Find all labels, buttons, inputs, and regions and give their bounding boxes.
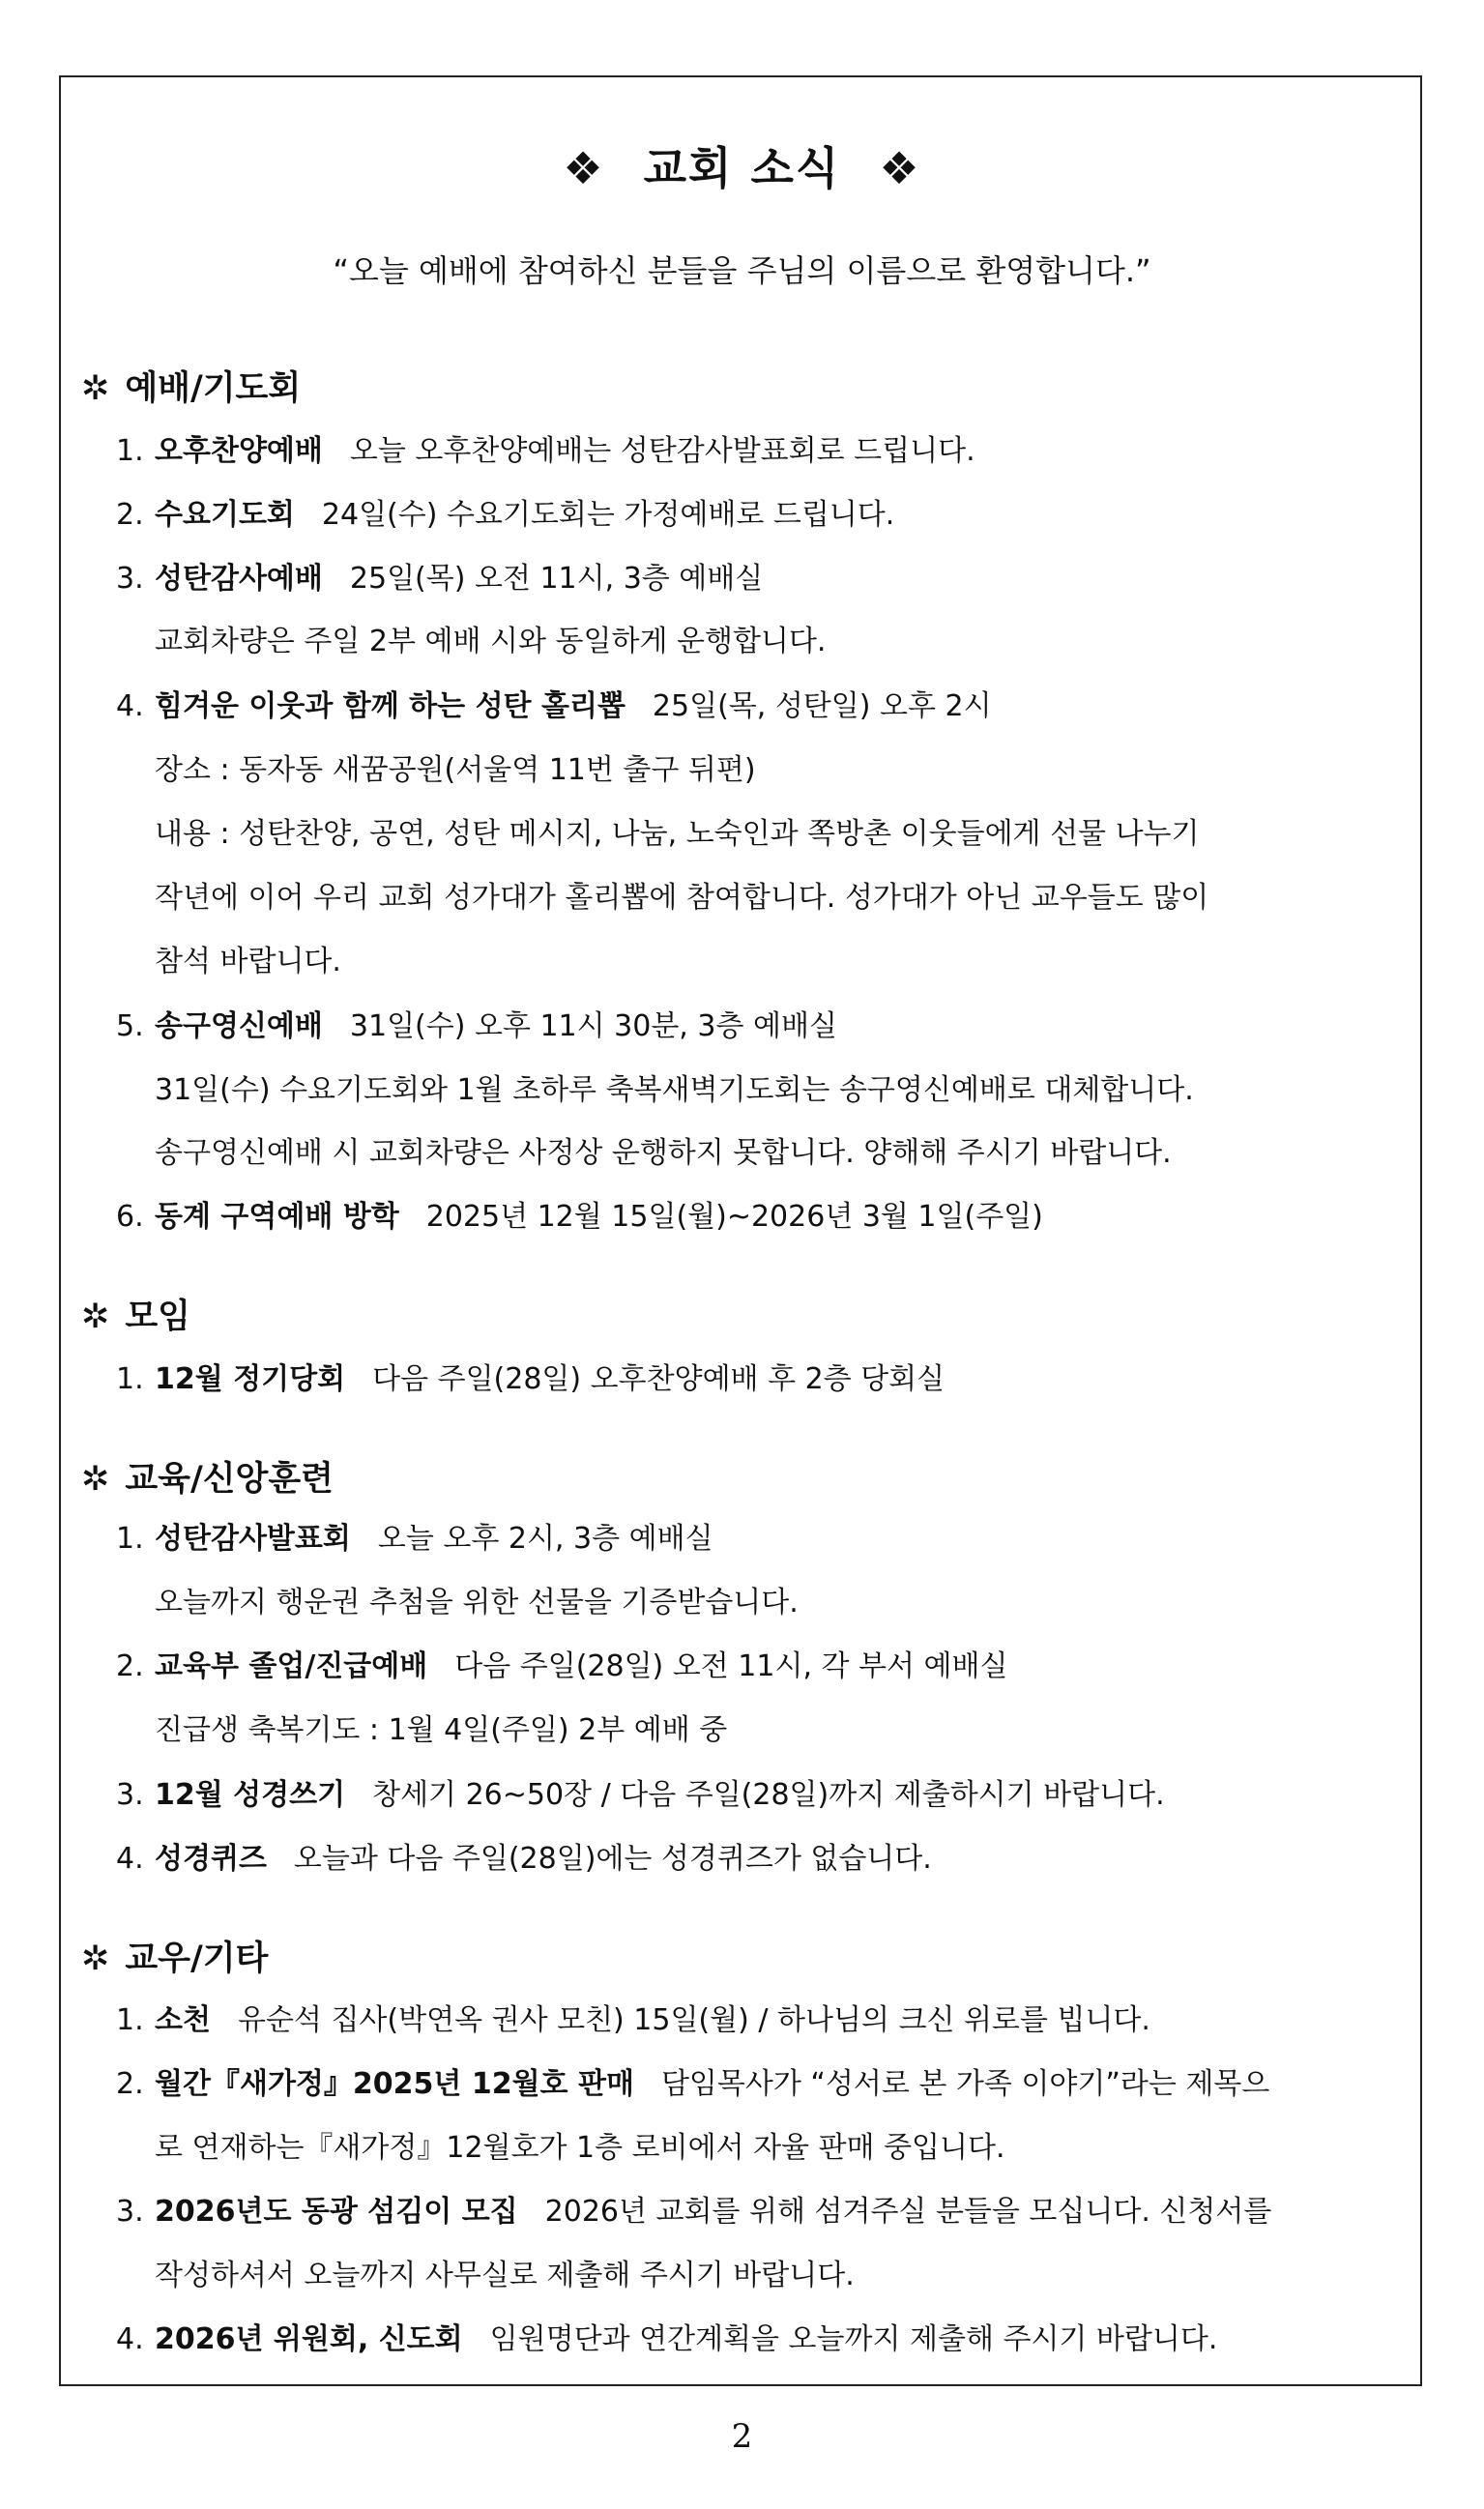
list-item [116, 490, 894, 533]
section-heading-meeting [81, 1290, 190, 1338]
item-number: 4. [116, 2322, 144, 2356]
item-number: 1. [116, 1362, 144, 1396]
item-text: 다음 주일(28일) 오후찬양예배 후 2층 당회실 [372, 1362, 946, 1396]
item-title: 동계 구역예배 방학 [155, 1200, 399, 1234]
page-number: 2 [731, 2417, 753, 2456]
list-item [116, 1514, 713, 1557]
section-heading-members [81, 1932, 268, 1980]
list-item [116, 426, 975, 469]
item-number: 2. [116, 498, 144, 532]
asterisk-icon: ✲ [81, 1298, 110, 1336]
section-heading-text: 예배/기도회 [125, 369, 302, 408]
item-number: 3. [116, 562, 144, 596]
list-item [116, 554, 763, 597]
item-title: 성경퀴즈 [155, 1842, 267, 1876]
item-text: 오늘 오후찬양예배는 성탄감사발표회로 드립니다. [349, 434, 975, 468]
item-number: 1. [116, 434, 144, 468]
item-title: 성탄감사발표회 [155, 1522, 351, 1556]
item-title: 2026년도 동광 섬김이 모집 [155, 2195, 518, 2229]
item-title: 소천 [155, 2003, 211, 2037]
item-detail: 진급생 축복기도 : 1월 4일(주일) 2부 예배 중 [155, 1713, 728, 1747]
item-number: 6. [116, 1200, 144, 1234]
item-text: 31일(수) 오후 11시 30분, 3층 예배실 [349, 1009, 837, 1043]
item-detail: 송구영신예배 시 교회차량은 사정상 운행하지 못합니다. 양해해 주시기 바랍니다. [155, 1136, 1172, 1170]
item-detail: 31일(수) 수요기도회와 1월 초하루 축복새벽기도회는 송구영신예배로 대체합니다. [155, 1073, 1194, 1107]
list-item [116, 1192, 1043, 1235]
item-number: 2. [116, 2067, 144, 2101]
item-number: 1. [116, 1522, 144, 1556]
item-number: 2. [116, 1649, 144, 1683]
item-detail: 내용 : 성탄찬양, 공연, 성탄 메시지, 나눔, 노숙인과 쪽방촌 이웃들에게 선물 나누기 [155, 817, 1200, 851]
item-text: 임원명단과 연간계획을 오늘까지 제출해 주시기 바랍니다. [489, 2322, 1218, 2356]
item-number: 4. [116, 689, 144, 723]
item-detail: 장소 : 동자동 새꿈공원(서울역 11번 출구 뒤편) [155, 753, 756, 787]
item-text: 다음 주일(28일) 오전 11시, 각 부서 예배실 [454, 1649, 1008, 1683]
item-title: 수요기도회 [155, 498, 295, 532]
item-detail: 교회차량은 주일 2부 예배 시와 동일하게 운행합니다. [155, 625, 827, 658]
item-detail: 오늘까지 행운권 추첨을 위한 선물을 기증받습니다. [155, 1586, 799, 1619]
item-title: 12월 정기당회 [155, 1362, 346, 1396]
list-item [116, 1002, 837, 1044]
list-item [116, 1834, 932, 1877]
item-title: 12월 성경쓰기 [155, 1778, 346, 1812]
item-text: 오늘 오후 2시, 3층 예배실 [377, 1522, 713, 1556]
item-title: 월간『새가정』2025년 12월호 판매 [155, 2067, 634, 2101]
list-item [116, 682, 992, 724]
item-text: 창세기 26~50장 / 다음 주일(28일)까지 제출하시기 바랍니다. [372, 1778, 1165, 1812]
item-number: 3. [116, 1778, 144, 1812]
item-title: 힘겨운 이웃과 함께 하는 성탄 홀리뽑 [155, 689, 626, 723]
diamond-ornament-icon: ❖ [879, 142, 921, 194]
page-title-text: 교회 소식 [643, 142, 841, 194]
item-title: 성탄감사예배 [155, 562, 323, 596]
item-detail: 참석 바랍니다. [155, 945, 341, 978]
item-title: 송구영신예배 [155, 1009, 323, 1043]
item-detail: 로 연재하는『새가정』12월호가 1층 로비에서 자율 판매 중입니다. [155, 2131, 1005, 2165]
item-title: 오후찬양예배 [155, 434, 323, 468]
list-item [116, 2315, 1217, 2357]
item-number: 3. [116, 2195, 144, 2229]
item-text: 담임목사가 “성서로 본 가족 이야기”라는 제목으 [660, 2067, 1270, 2101]
section-heading-text: 모임 [125, 1298, 190, 1336]
item-number: 4. [116, 1842, 144, 1876]
item-text: 유순석 집사(박연옥 권사 모친) 15일(월) / 하나님의 크신 위로를 빕니다. [237, 2003, 1150, 2037]
list-item [116, 1642, 1007, 1684]
list-item [116, 2059, 1269, 2102]
welcome-message: “오늘 예배에 참여하신 분들을 주님의 이름으로 환영합니다.” [333, 252, 1151, 289]
item-title: 2026년 위원회, 신도회 [155, 2322, 463, 2356]
item-number: 5. [116, 1009, 144, 1043]
item-detail: 작성하셔서 오늘까지 사무실로 제출해 주시기 바랍니다. [155, 2259, 855, 2292]
item-text: 25일(목) 오전 11시, 3층 예배실 [349, 562, 764, 596]
list-item [116, 2187, 1271, 2230]
asterisk-icon: ✲ [81, 1460, 110, 1499]
item-text: 25일(목, 성탄일) 오후 2시 [652, 689, 992, 723]
asterisk-icon: ✲ [81, 369, 110, 408]
item-detail: 작년에 이어 우리 교회 성가대가 홀리뽑에 참여합니다. 성가대가 아닌 교우들도 많이 [155, 881, 1209, 915]
section-heading-education [81, 1452, 334, 1501]
section-heading-text: 교우/기타 [125, 1940, 269, 1978]
item-title: 교육부 졸업/진급예배 [155, 1649, 428, 1683]
asterisk-icon: ✲ [81, 1940, 110, 1978]
list-item [116, 1355, 945, 1397]
section-heading-text: 교육/신앙훈련 [125, 1460, 334, 1499]
item-text: 24일(수) 수요기도회는 가정예배로 드립니다. [321, 498, 895, 532]
page-title [0, 133, 1484, 197]
list-item [116, 1996, 1150, 2038]
item-text: 2026년 교회를 위해 섬겨주실 분들을 모십니다. 신청서를 [544, 2195, 1272, 2229]
item-number: 1. [116, 2003, 144, 2037]
section-heading-worship [81, 362, 301, 410]
list-item [116, 1770, 1165, 1813]
item-text: 2025년 12월 15일(월)~2026년 3월 1일(주일) [425, 1200, 1043, 1234]
diamond-ornament-icon: ❖ [563, 142, 605, 194]
item-text: 오늘과 다음 주일(28일)에는 성경퀴즈가 없습니다. [293, 1842, 932, 1876]
